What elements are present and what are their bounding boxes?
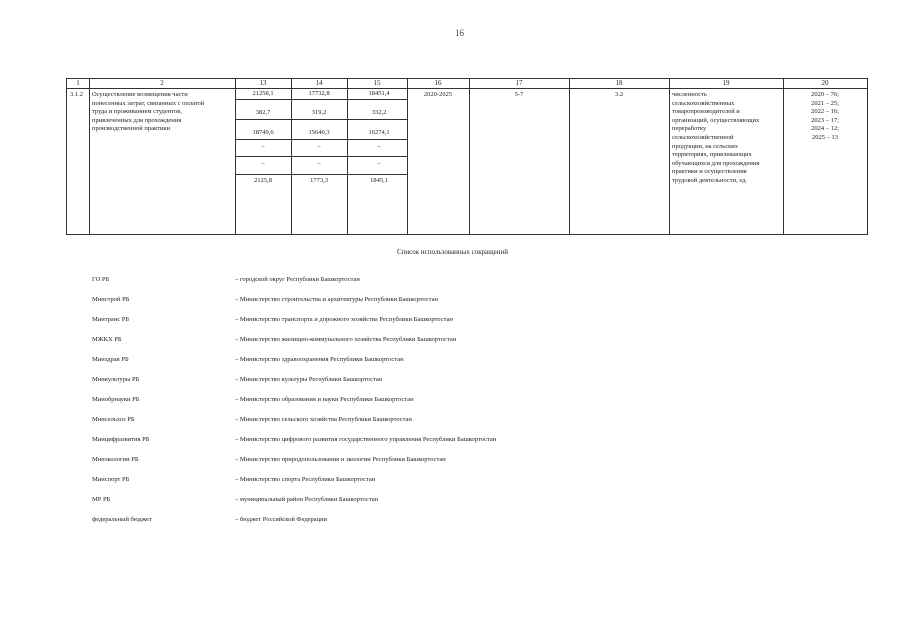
indicator-line: товаропроизводителей и xyxy=(672,108,740,116)
cell-col13: 382,7 xyxy=(255,109,271,116)
abbr-code: Минкультуры РБ xyxy=(92,376,140,383)
subrow-divider xyxy=(235,119,407,120)
cell-col15: – xyxy=(377,143,381,150)
abbr-code: Минцифразвития РБ xyxy=(92,436,150,443)
cell-col14: 319,2 xyxy=(311,109,327,116)
indicator-line: практики и осуществления xyxy=(672,168,747,176)
abbreviations-title: Список использованных сокращений xyxy=(397,248,508,256)
row-name-line: понесенных затрат, связанных с оплатой xyxy=(92,99,205,107)
abbr-desc: – Министерство культуры Республики Башкортостан xyxy=(235,376,383,383)
cell-col13: 2125,8 xyxy=(254,177,272,184)
row-name-line: производственной практики xyxy=(92,125,171,133)
abbr-desc: – Министерство строительства и архитектуры Республики Башкортостан xyxy=(235,296,438,303)
col17-cell: 5-7 xyxy=(514,91,524,98)
header-cell: 19 xyxy=(722,79,730,87)
abbr-desc: – Министерство цифрового развития государственного управления Республики Башкортостан xyxy=(235,436,497,443)
indicator-line: численность xyxy=(672,91,707,98)
header-cell: 17 xyxy=(515,79,523,87)
header-cell: 18 xyxy=(615,79,623,87)
header-cell: 14 xyxy=(315,79,323,87)
col-divider xyxy=(569,79,570,234)
cell-col14: – xyxy=(317,160,321,167)
abbr-code: Минэкологии РБ xyxy=(92,456,139,463)
col-divider xyxy=(89,79,90,234)
abbr-desc: – бюджет Российской Федерации xyxy=(235,516,328,523)
indicator-line: трудовой деятельности, ед. xyxy=(672,176,748,184)
header-cell: 16 xyxy=(434,79,442,87)
abbr-desc: – Министерство сельского хозяйства Республики Башкортостан xyxy=(235,416,412,423)
cell-col14: 1773,3 xyxy=(310,177,328,184)
indicator-line: продукции, на сельских xyxy=(672,142,739,150)
target-line: 2024 – 12; xyxy=(811,125,839,133)
cell-col13: 21258,1 xyxy=(252,90,274,97)
subrow-divider xyxy=(235,99,407,100)
header-cell: 1 xyxy=(76,79,80,87)
target-line: 2020 – 76; xyxy=(811,91,839,98)
abbr-code: Минобрнауки РБ xyxy=(92,396,140,403)
header-cell: 2 xyxy=(160,79,164,87)
cell-col13: – xyxy=(261,160,265,167)
indicator-line: переработку xyxy=(672,125,707,133)
target-line: 2022 – 16; xyxy=(811,108,839,116)
subrow-divider xyxy=(235,139,407,140)
row-name-line: привлеченных для прохождения xyxy=(92,116,182,124)
abbr-code: Минздрав РБ xyxy=(92,356,129,363)
indicator-line: сельскохозяйственной xyxy=(672,133,734,141)
row-name xyxy=(92,91,234,134)
header-cell: 15 xyxy=(373,79,381,87)
indicator-line: сельскохозяйственных xyxy=(672,99,735,107)
target-line: 2023 – 17; xyxy=(811,116,839,124)
subrow-divider xyxy=(235,156,407,157)
row-code: 3.1.2 xyxy=(70,91,83,98)
targets-cell xyxy=(783,91,867,143)
abbr-code: Минспорт РБ xyxy=(92,476,130,483)
indicator-line: обучающихся для прохождения xyxy=(672,159,760,167)
cell-col14: 17732,8 xyxy=(308,90,330,97)
col-divider xyxy=(469,79,470,234)
header-cell: 20 xyxy=(821,79,829,87)
cell-col14: 15640,3 xyxy=(308,129,330,136)
abbr-desc: – Министерство транспорта и дорожного хозяйства Республики Башкортостан xyxy=(235,316,453,323)
program-table xyxy=(66,78,868,235)
cell-col15: 1845,1 xyxy=(370,177,388,184)
col18-cell: 3.2 xyxy=(614,91,624,98)
cell-col15: 18451,4 xyxy=(368,90,390,97)
abbr-desc: – Министерство спорта Республики Башкортостан xyxy=(235,476,376,483)
page-number: 16 xyxy=(455,28,464,38)
header-cell: 13 xyxy=(259,79,267,87)
cell-col15: 16274,1 xyxy=(368,129,390,136)
col-divider xyxy=(407,79,408,234)
abbr-code: Минстрой РБ xyxy=(92,296,130,303)
target-line: 2025 – 13 xyxy=(812,133,838,141)
abbr-desc: – Министерство жилищно-коммунального хозяйства Республики Башкортостан xyxy=(235,336,457,343)
abbr-desc: – городской округ Республики Башкортостан xyxy=(235,276,360,283)
abbr-code: МР РБ xyxy=(92,496,111,503)
col-divider xyxy=(669,79,670,234)
abbr-desc: – муниципальный район Республики Башкортостан xyxy=(235,496,379,503)
cell-col13: – xyxy=(261,143,265,150)
abbr-desc: – Министерство образования и науки Республики Башкортостан xyxy=(235,396,414,403)
cell-col14: – xyxy=(317,143,321,150)
cell-col15: – xyxy=(377,160,381,167)
indicator-line: территориях, привлекающих xyxy=(672,151,752,159)
row-name-line: Осуществление возмещения части xyxy=(92,91,188,98)
abbr-code: федеральный бюджет xyxy=(92,516,152,523)
row-name-line: труда и проживанием студентов, xyxy=(92,108,182,116)
subrow-divider xyxy=(235,174,407,175)
indicator-line: организаций, осуществляющих xyxy=(672,116,760,124)
abbr-code: МЖКХ РБ xyxy=(92,336,122,343)
indicator-cell xyxy=(672,91,782,186)
abbr-code: Минсельхоз РБ xyxy=(92,416,135,423)
cell-col13: 18749,6 xyxy=(252,129,274,136)
cell-col15: 332,2 xyxy=(371,109,387,116)
abbr-code: ГО РБ xyxy=(92,276,110,283)
target-line: 2021 – 25; xyxy=(811,99,839,107)
period-cell: 2020-2025 xyxy=(423,91,453,98)
abbr-desc: – Министерство здравоохранения Республики Башкортостан xyxy=(235,356,404,363)
abbr-code: Минтранс РБ xyxy=(92,316,130,323)
abbr-desc: – Министерство природопользования и экологии Республики Башкортостан xyxy=(235,456,446,463)
